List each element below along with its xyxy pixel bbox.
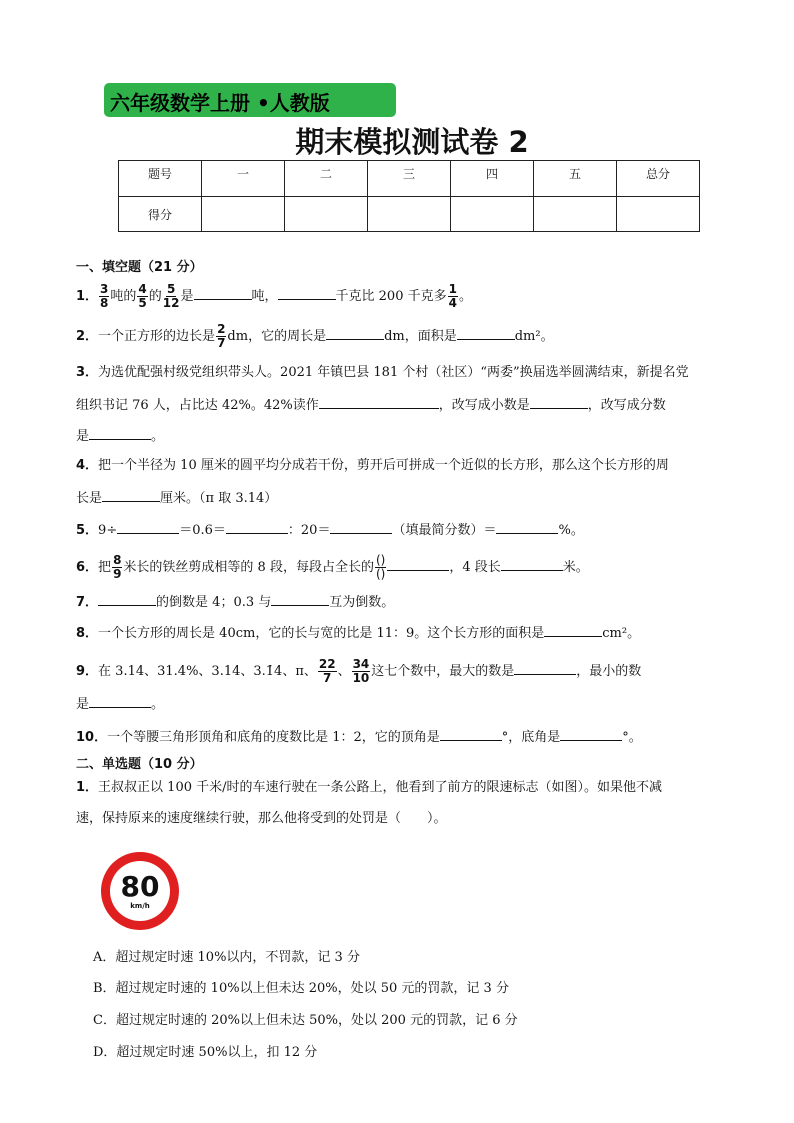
fraction-blank[interactable]: () () (375, 553, 386, 581)
question-number: 1． (76, 780, 99, 795)
question-4-line-1: 4．把一个半径为 10 厘米的圆平均分成若干份，剪开后可拼成一个近似的长方形，那么这个长方形的周 (76, 458, 669, 473)
question-9-line-1: 9．在 3.14、31.4%、3.14̇、3.1̇4̇、π、 $\frac{22}{7}$ 、 $\frac{34}{10}$ 这七个数中，最大的数是 ，最小的数 (76, 657, 642, 685)
option-a[interactable]: A．超过规定时速 10%以内，不罚款，记 3 分 (93, 950, 360, 965)
question-number: 3． (76, 365, 99, 380)
score-cell[interactable] (368, 197, 451, 232)
question-5: 5．9÷ ＝0.6＝ ：20＝ （填最简分数）＝ %。 (76, 519, 584, 541)
score-table-header-row (119, 161, 700, 197)
score-cell[interactable] (534, 197, 617, 232)
question-8: 8．一个长方形的周长是 40cm，它的长与宽的比是 11：9。这个长方形的面积是 cm²。 (76, 622, 640, 644)
answer-blank[interactable] (530, 394, 588, 409)
section-heading-fill-in: 一、填空题（21 分） (76, 260, 203, 275)
answer-blank[interactable] (98, 591, 156, 606)
cell-header: 五 (534, 161, 617, 197)
fraction: $\frac{3}{8}$ (100, 282, 109, 310)
score-table (118, 160, 700, 232)
question-10: 10．一个等腰三角形顶角和底角的度数比是 1：2，它的顶角是 °，底角是 °。 (76, 726, 642, 748)
score-table-score-row (119, 197, 700, 232)
answer-blank[interactable] (501, 556, 563, 571)
fraction: $\frac{4}{5}$ (138, 282, 147, 310)
answer-blank[interactable] (326, 325, 384, 340)
answer-blank[interactable] (319, 394, 439, 409)
question-3-line-1: 3．为选优配强村级党组织带头人。2021 年镇巴县 181 个村（社区）“两委”换届选举圆满结束，新提名党 (76, 365, 689, 380)
answer-blank[interactable] (226, 519, 288, 534)
cell-header: 三 (368, 161, 451, 197)
fraction: $\frac{8}{9}$ (113, 553, 122, 581)
grade-badge (104, 83, 396, 117)
answer-blank[interactable] (496, 519, 558, 534)
mc-question-1-line-1: 1．王叔叔正以 100 千米/时的车速行驶在一条公路上，他看到了前方的限速标志（如图）。如果他不减 (76, 780, 663, 795)
answer-blank[interactable] (560, 726, 622, 741)
answer-blank[interactable] (330, 519, 392, 534)
question-number: 7． (76, 595, 99, 610)
speed-limit-sign-icon (101, 852, 179, 930)
cell-header: 一 (202, 161, 285, 197)
cell-label: 得分 (119, 197, 202, 232)
question-number: 1． (76, 289, 99, 304)
page-title: 期末模拟测试卷 2 (295, 125, 529, 159)
question-number: 4． (76, 458, 99, 473)
section-heading-multiple-choice: 二、单选题（10 分） (76, 757, 203, 772)
option-d[interactable]: D．超过规定时速 50%以上，扣 12 分 (93, 1045, 318, 1060)
question-number: 9． (76, 664, 99, 679)
speed-limit-number: 80 (120, 870, 160, 903)
answer-blank[interactable] (544, 622, 602, 637)
score-cell[interactable] (451, 197, 534, 232)
answer-blank[interactable] (457, 325, 515, 340)
question-number: 8． (76, 626, 99, 641)
question-4-line-2: 长是 厘米。（π 取 3.14） (76, 487, 277, 509)
option-b[interactable]: B．超过规定时速的 10%以上但未达 20%，处以 50 元的罚款，记 3 分 (93, 981, 509, 996)
question-1: 1． $\frac{3}{8}$ 吨的 $\frac{4}{5}$ 的 $\frac{5}{12}$ 是 吨， 千克比 200 千克多 $\frac{1}{4}$ 。 (76, 282, 472, 310)
question-number: 5． (76, 523, 99, 538)
fraction: $\frac{1}{4}$ (448, 282, 457, 310)
question-number: 6． (76, 560, 99, 575)
score-cell[interactable] (617, 197, 700, 232)
answer-blank[interactable] (89, 693, 151, 708)
answer-blank[interactable] (271, 591, 329, 606)
speed-limit-unit: km/h (130, 902, 150, 910)
question-9-line-2: 是 。 (76, 693, 164, 715)
question-2: 2．一个正方形的边长是 $\frac{2}{7}$ dm，它的周长是 dm，面积是 dm²。 (76, 322, 554, 350)
answer-blank[interactable] (514, 660, 576, 675)
question-number: 2． (76, 329, 99, 344)
question-6: 6．把 $\frac{8}{9}$ 米长的铁丝剪成相等的 8 段，每段占全长的 () () ，4 段长 米。 (76, 553, 589, 581)
answer-blank[interactable] (278, 285, 336, 300)
answer-blank[interactable] (440, 726, 502, 741)
grade-badge-text: 六年级数学上册 •人教版 (110, 91, 330, 115)
answer-blank[interactable] (194, 285, 252, 300)
fraction: $\frac{5}{12}$ (162, 282, 180, 310)
cell-header: 二 (285, 161, 368, 197)
cell-label: 题号 (119, 161, 202, 197)
score-cell[interactable] (202, 197, 285, 232)
cell-header: 总分 (617, 161, 700, 197)
option-c[interactable]: C．超过规定时速的 20%以上但未达 50%，处以 200 元的罚款，记 6 分 (93, 1013, 518, 1028)
speed-limit-sign-face (110, 861, 170, 921)
cell-header: 四 (451, 161, 534, 197)
question-3-line-3: 是 。 (76, 425, 164, 447)
fraction: $\frac{22}{7}$ (318, 657, 336, 685)
fraction: $\frac{34}{10}$ (352, 657, 370, 685)
answer-blank[interactable] (117, 519, 179, 534)
answer-blank[interactable] (102, 487, 160, 502)
mc-question-1-line-2: 速，保持原来的速度继续行驶，那么他将受到的处罚是（ ）。 (76, 811, 447, 826)
question-7: 7． 的倒数是 4；0.3 与 互为倒数。 (76, 591, 394, 613)
answer-blank[interactable] (387, 556, 449, 571)
question-number: 10． (76, 730, 108, 745)
answer-blank[interactable] (89, 425, 151, 440)
score-cell[interactable] (285, 197, 368, 232)
fraction: $\frac{2}{7}$ (217, 322, 226, 350)
question-3-line-2: 组织书记 76 人，占比达 42%。42%读作 ，改写成小数是 ，改写成分数 (76, 394, 666, 416)
